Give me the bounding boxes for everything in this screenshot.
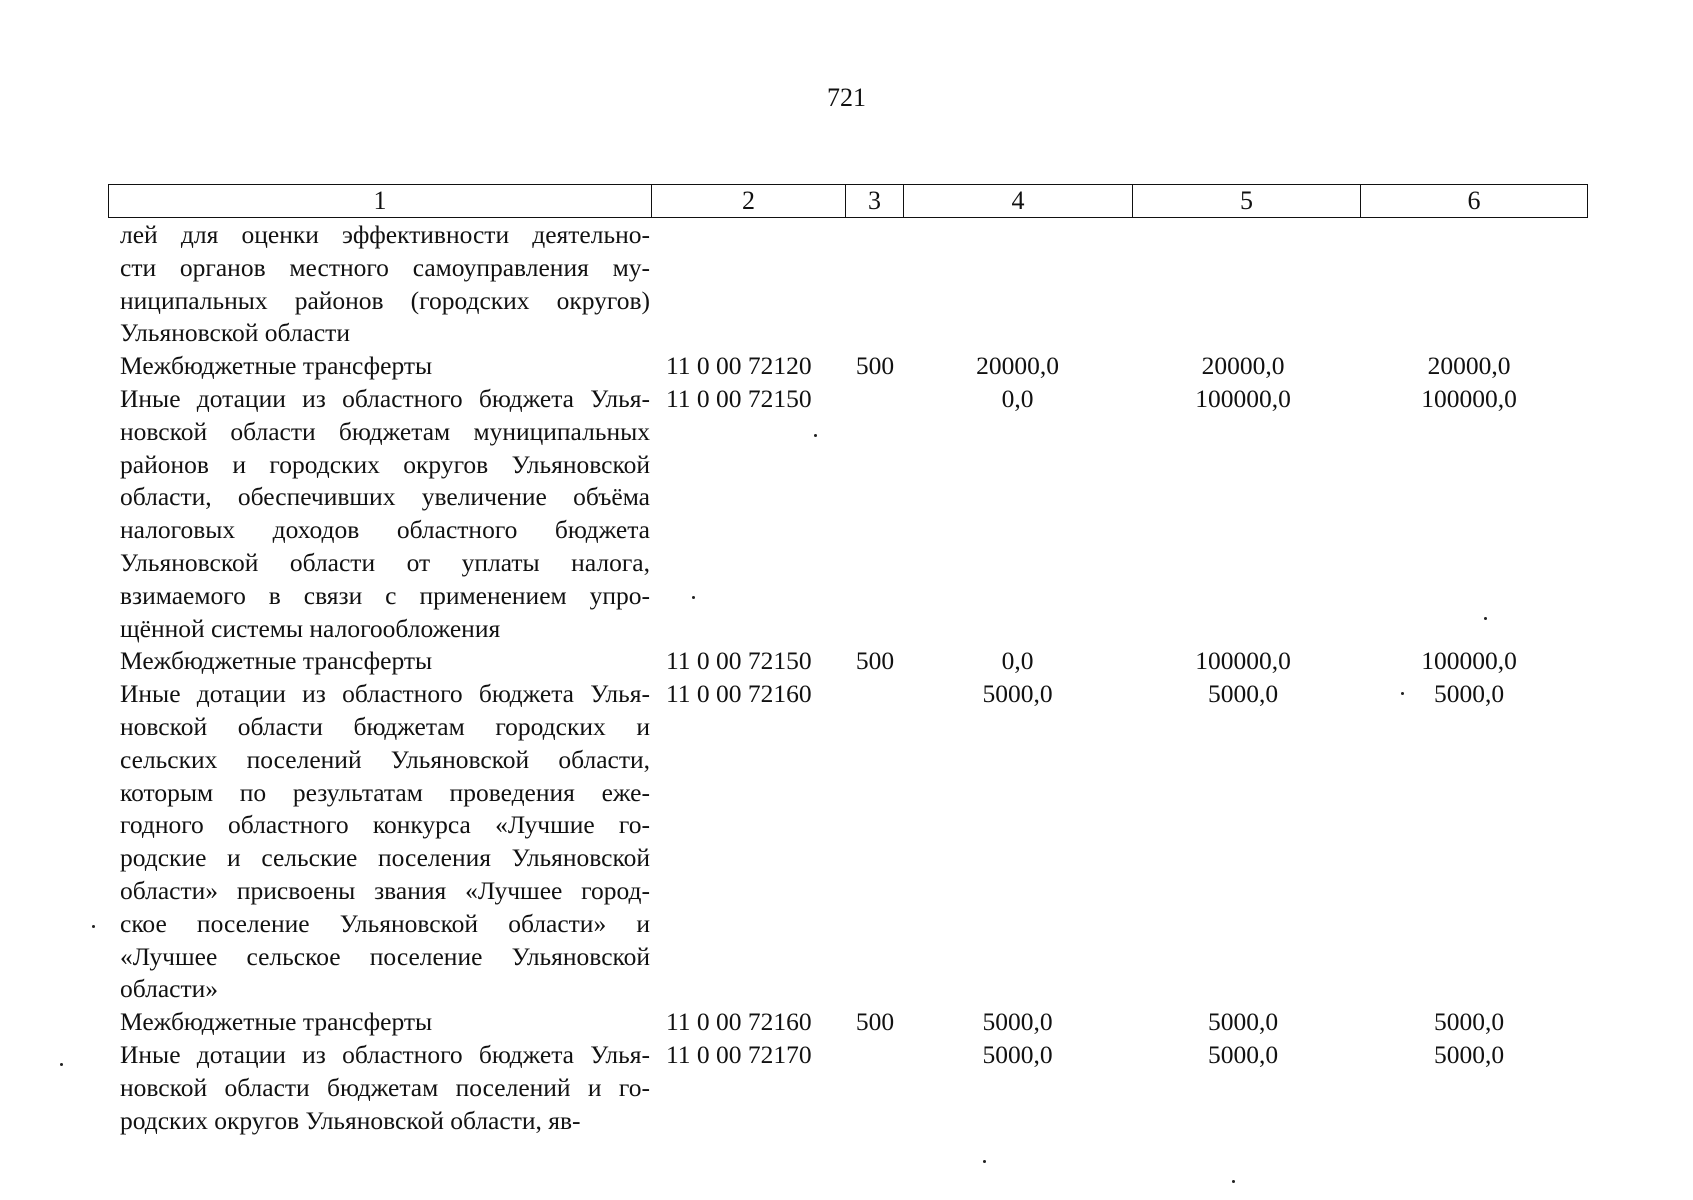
- scan-speck: [1232, 1180, 1235, 1183]
- row-value-6: 5000,0: [1433, 1039, 1505, 1069]
- scan-speck: [692, 596, 695, 599]
- header-col-1: 1: [109, 185, 652, 218]
- row-value-5: 5000,0: [1207, 1039, 1279, 1069]
- description-line: родские и сельские поселения Ульяновской: [120, 843, 650, 873]
- description-line: сти органов местного самоуправления му-: [120, 252, 650, 282]
- description-line: которым по результатам проведения еже-: [120, 777, 650, 807]
- row-value-5: 5000,0: [1207, 1007, 1279, 1037]
- description-line: сельских поселений Ульяновской области,: [120, 744, 650, 774]
- row-type: 500: [855, 1007, 895, 1037]
- description-line: родских округов Ульяновской области, яв-: [120, 1105, 581, 1135]
- table-row: [110, 645, 1610, 678]
- description-line: области»: [120, 974, 218, 1004]
- description-line: Иные дотации из областного бюджета Улья-: [120, 383, 650, 413]
- description-line: Межбюджетные трансферты: [120, 351, 433, 381]
- row-value-5: 100000,0: [1195, 383, 1291, 413]
- row-description: [110, 219, 650, 350]
- scan-speck: [92, 925, 95, 928]
- row-value-5: 5000,0: [1207, 679, 1279, 709]
- row-type: 500: [855, 351, 895, 381]
- row-code: 11 0 00 72150: [666, 383, 812, 413]
- row-value-4: 5000,0: [982, 1007, 1053, 1037]
- scan-speck: [1401, 692, 1404, 695]
- description-line: Ульяновской области от уплаты налога,: [120, 547, 650, 577]
- description-line: ское поселение Ульяновской области» и: [120, 908, 650, 938]
- row-description: [110, 1039, 650, 1137]
- description-line: лей для оценки эффективности деятельно-: [120, 220, 650, 249]
- description-line: «Лучшее сельское поселение Ульяновской: [120, 941, 650, 971]
- header-col-4: 4: [904, 185, 1133, 218]
- row-value-4: 20000,0: [976, 351, 1059, 381]
- description-line: годного областного конкурса «Лучшие го-: [120, 810, 650, 840]
- row-value-6: 20000,0: [1427, 351, 1511, 381]
- description-line: районов и городских округов Ульяновской: [120, 449, 650, 479]
- description-line: области» присвоены звания «Лучшее город-: [120, 875, 650, 905]
- description-line: щённой системы налогообложения: [120, 613, 501, 643]
- description-line: взимаемого в связи с применением упро-: [120, 580, 650, 610]
- description-line: новской области бюджетам городских и: [120, 711, 650, 741]
- row-value-5: 20000,0: [1201, 351, 1285, 381]
- description-line: Межбюджетные трансферты: [120, 1007, 433, 1037]
- description-line: новской области бюджетам поселений и го-: [120, 1072, 650, 1102]
- row-description: [110, 678, 650, 1006]
- row-value-6: 5000,0: [1433, 679, 1505, 709]
- row-description: [110, 645, 650, 678]
- row-value-6: 5000,0: [1433, 1007, 1505, 1037]
- row-description: [110, 383, 650, 645]
- description-line: Ульяновской области: [120, 318, 350, 348]
- row-value-4: 5000,0: [982, 679, 1053, 709]
- table-row: [110, 219, 1610, 350]
- description-line: Иные дотации из областного бюджета Улья-: [120, 1039, 650, 1069]
- row-value-4: 0,0: [1001, 383, 1034, 413]
- page-number: 721: [827, 83, 866, 112]
- scan-speck: [60, 1063, 63, 1066]
- row-code: 11 0 00 72150: [666, 646, 812, 676]
- row-code: 11 0 00 72160: [666, 1007, 812, 1037]
- row-value-6: 100000,0: [1421, 383, 1517, 413]
- row-description: [110, 1006, 650, 1039]
- table-row: [110, 1006, 1610, 1039]
- description-line: Межбюджетные трансферты: [120, 646, 433, 676]
- description-line: новской области бюджетам муниципальных: [120, 416, 650, 446]
- row-value-4: 5000,0: [982, 1039, 1053, 1069]
- row-type: 500: [855, 646, 895, 676]
- description-line: Иные дотации из областного бюджета Улья-: [120, 679, 650, 709]
- header-col-3: 3: [846, 185, 904, 218]
- scan-speck: [983, 1160, 986, 1163]
- row-code: 11 0 00 72160: [666, 679, 812, 709]
- table-row: [110, 678, 1610, 1006]
- description-line: налоговых доходов областного бюджета: [120, 515, 650, 545]
- header-col-2: 2: [652, 185, 846, 218]
- row-code: 11 0 00 72120: [666, 351, 812, 381]
- row-code: 11 0 00 72170: [666, 1039, 812, 1069]
- row-value-6: 100000,0: [1421, 646, 1517, 676]
- table-body: [110, 219, 1610, 1137]
- header-col-6: 6: [1361, 185, 1588, 218]
- description-line: ниципальных районов (городских округов): [120, 285, 650, 315]
- row-description: [110, 350, 650, 383]
- header-col-5: 5: [1133, 185, 1361, 218]
- table-row: [110, 350, 1610, 383]
- description-line: области, обеспечивших увеличение объёма: [120, 482, 650, 512]
- scan-speck: [814, 434, 817, 437]
- row-value-5: 100000,0: [1195, 646, 1291, 676]
- scan-speck: [1484, 617, 1487, 620]
- row-value-4: 0,0: [1001, 646, 1034, 676]
- table-row: [110, 1039, 1610, 1137]
- table-row: [110, 383, 1610, 645]
- table-header: [108, 184, 1588, 218]
